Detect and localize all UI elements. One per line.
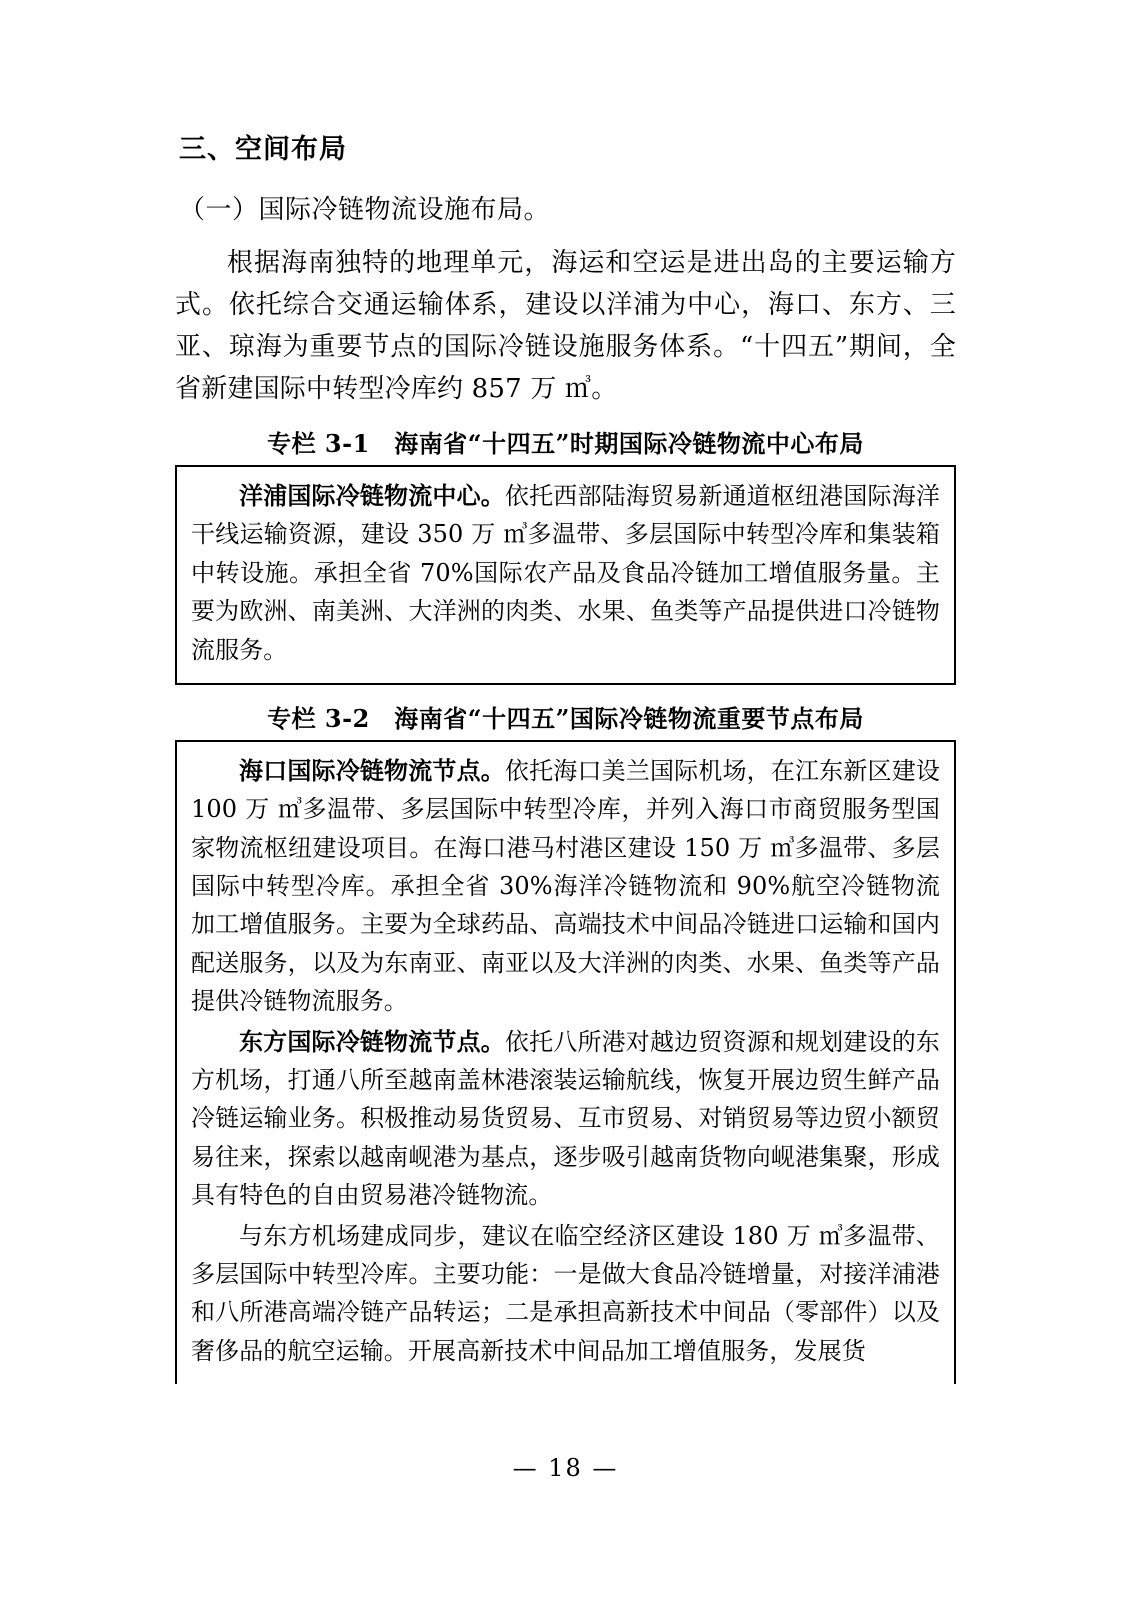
box2-text-2: 依托八所港对越边贸资源和规划建设的东方机场，打通八所至越南盖林港滚装运输航线，恢复开展边贸生鲜产品冷链运输业务。积极推动易货贸易、互市贸易、对销贸易等边贸小额贸易往来，探索以越南岘港为基点，逐步吸引越南货物向岘港集聚，形成具有特色的自由贸易港冷链物流。	[191, 1027, 940, 1210]
box2-paragraph-2	[191, 1023, 940, 1215]
box2-lead-2: 东方国际冷链物流节点。	[239, 1026, 505, 1056]
subsection-heading: （一）国际冷链物流设施布局。	[179, 194, 551, 225]
box2-paragraph-3	[191, 1217, 940, 1371]
box2-title: 专栏 3-2 海南省“十四五”国际冷链物流重要节点布局	[267, 703, 864, 733]
box2	[175, 740, 956, 1384]
intro-paragraph: 根据海南独特的地理单元，海运和空运是进出岛的主要运输方式。依托综合交通运输体系，建设以洋浦为中心，海口、东方、三亚、琼海为重要节点的国际冷链设施服务体系。“十四五”期间，全省新建国际中转型冷库约 857 万 ㎥。	[175, 247, 956, 404]
section-heading: 三、空间布局	[179, 134, 347, 165]
box1-paragraph	[191, 477, 940, 669]
box1-text: 依托西部陆海贸易新通道枢纽港国际海洋干线运输资源，建设 350 万 ㎥多温带、多层国际中转型冷库和集装箱中转设施。承担全省 70%国际农产品及食品冷链加工增值服务量。主要为欧洲、南美洲、大洋洲的肉类、水果、鱼类等产品提供进口冷链物流服务。	[191, 481, 940, 664]
box1-title: 专栏 3-1 海南省“十四五”时期国际冷链物流中心布局	[267, 428, 864, 458]
box1-lead: 洋浦国际冷链物流中心。	[239, 480, 505, 510]
box2-text-1: 依托海口美兰国际机场，在江东新区建设 100 万 ㎥多温带、多层国际中转型冷库，并列入海口市商贸服务型国家物流枢纽建设项目。在海口港马村港区建设 150 万 ㎥多温带、多层国际中转型冷库。承担全省 30%海洋冷链物流和 90%航空冷链物流加工增值服务。主要为全球药品、高端技术中间品冷链进口运输和国内配送服务，以及为东南亚、南亚以及大洋洲的肉类、水果、鱼类等产品提供冷链物流服务。	[191, 756, 940, 1016]
box1	[175, 465, 956, 685]
box2-text-3: 与东方机场建成同步，建议在临空经济区建设 180 万 ㎥多温带、多层国际中转型冷库。主要功能：一是做大食品冷链增量，对接洋浦港和八所港高端冷链产品转运；二是承担高新技术中间品（零部件）以及奢侈品的航空运输。开展高新技术中间品加工增值服务，发展货	[191, 1221, 940, 1365]
box2-paragraph-1	[191, 752, 940, 1021]
page-number: — 18 —	[512, 1454, 619, 1482]
box2-lead-1: 海口国际冷链物流节点。	[239, 755, 505, 785]
